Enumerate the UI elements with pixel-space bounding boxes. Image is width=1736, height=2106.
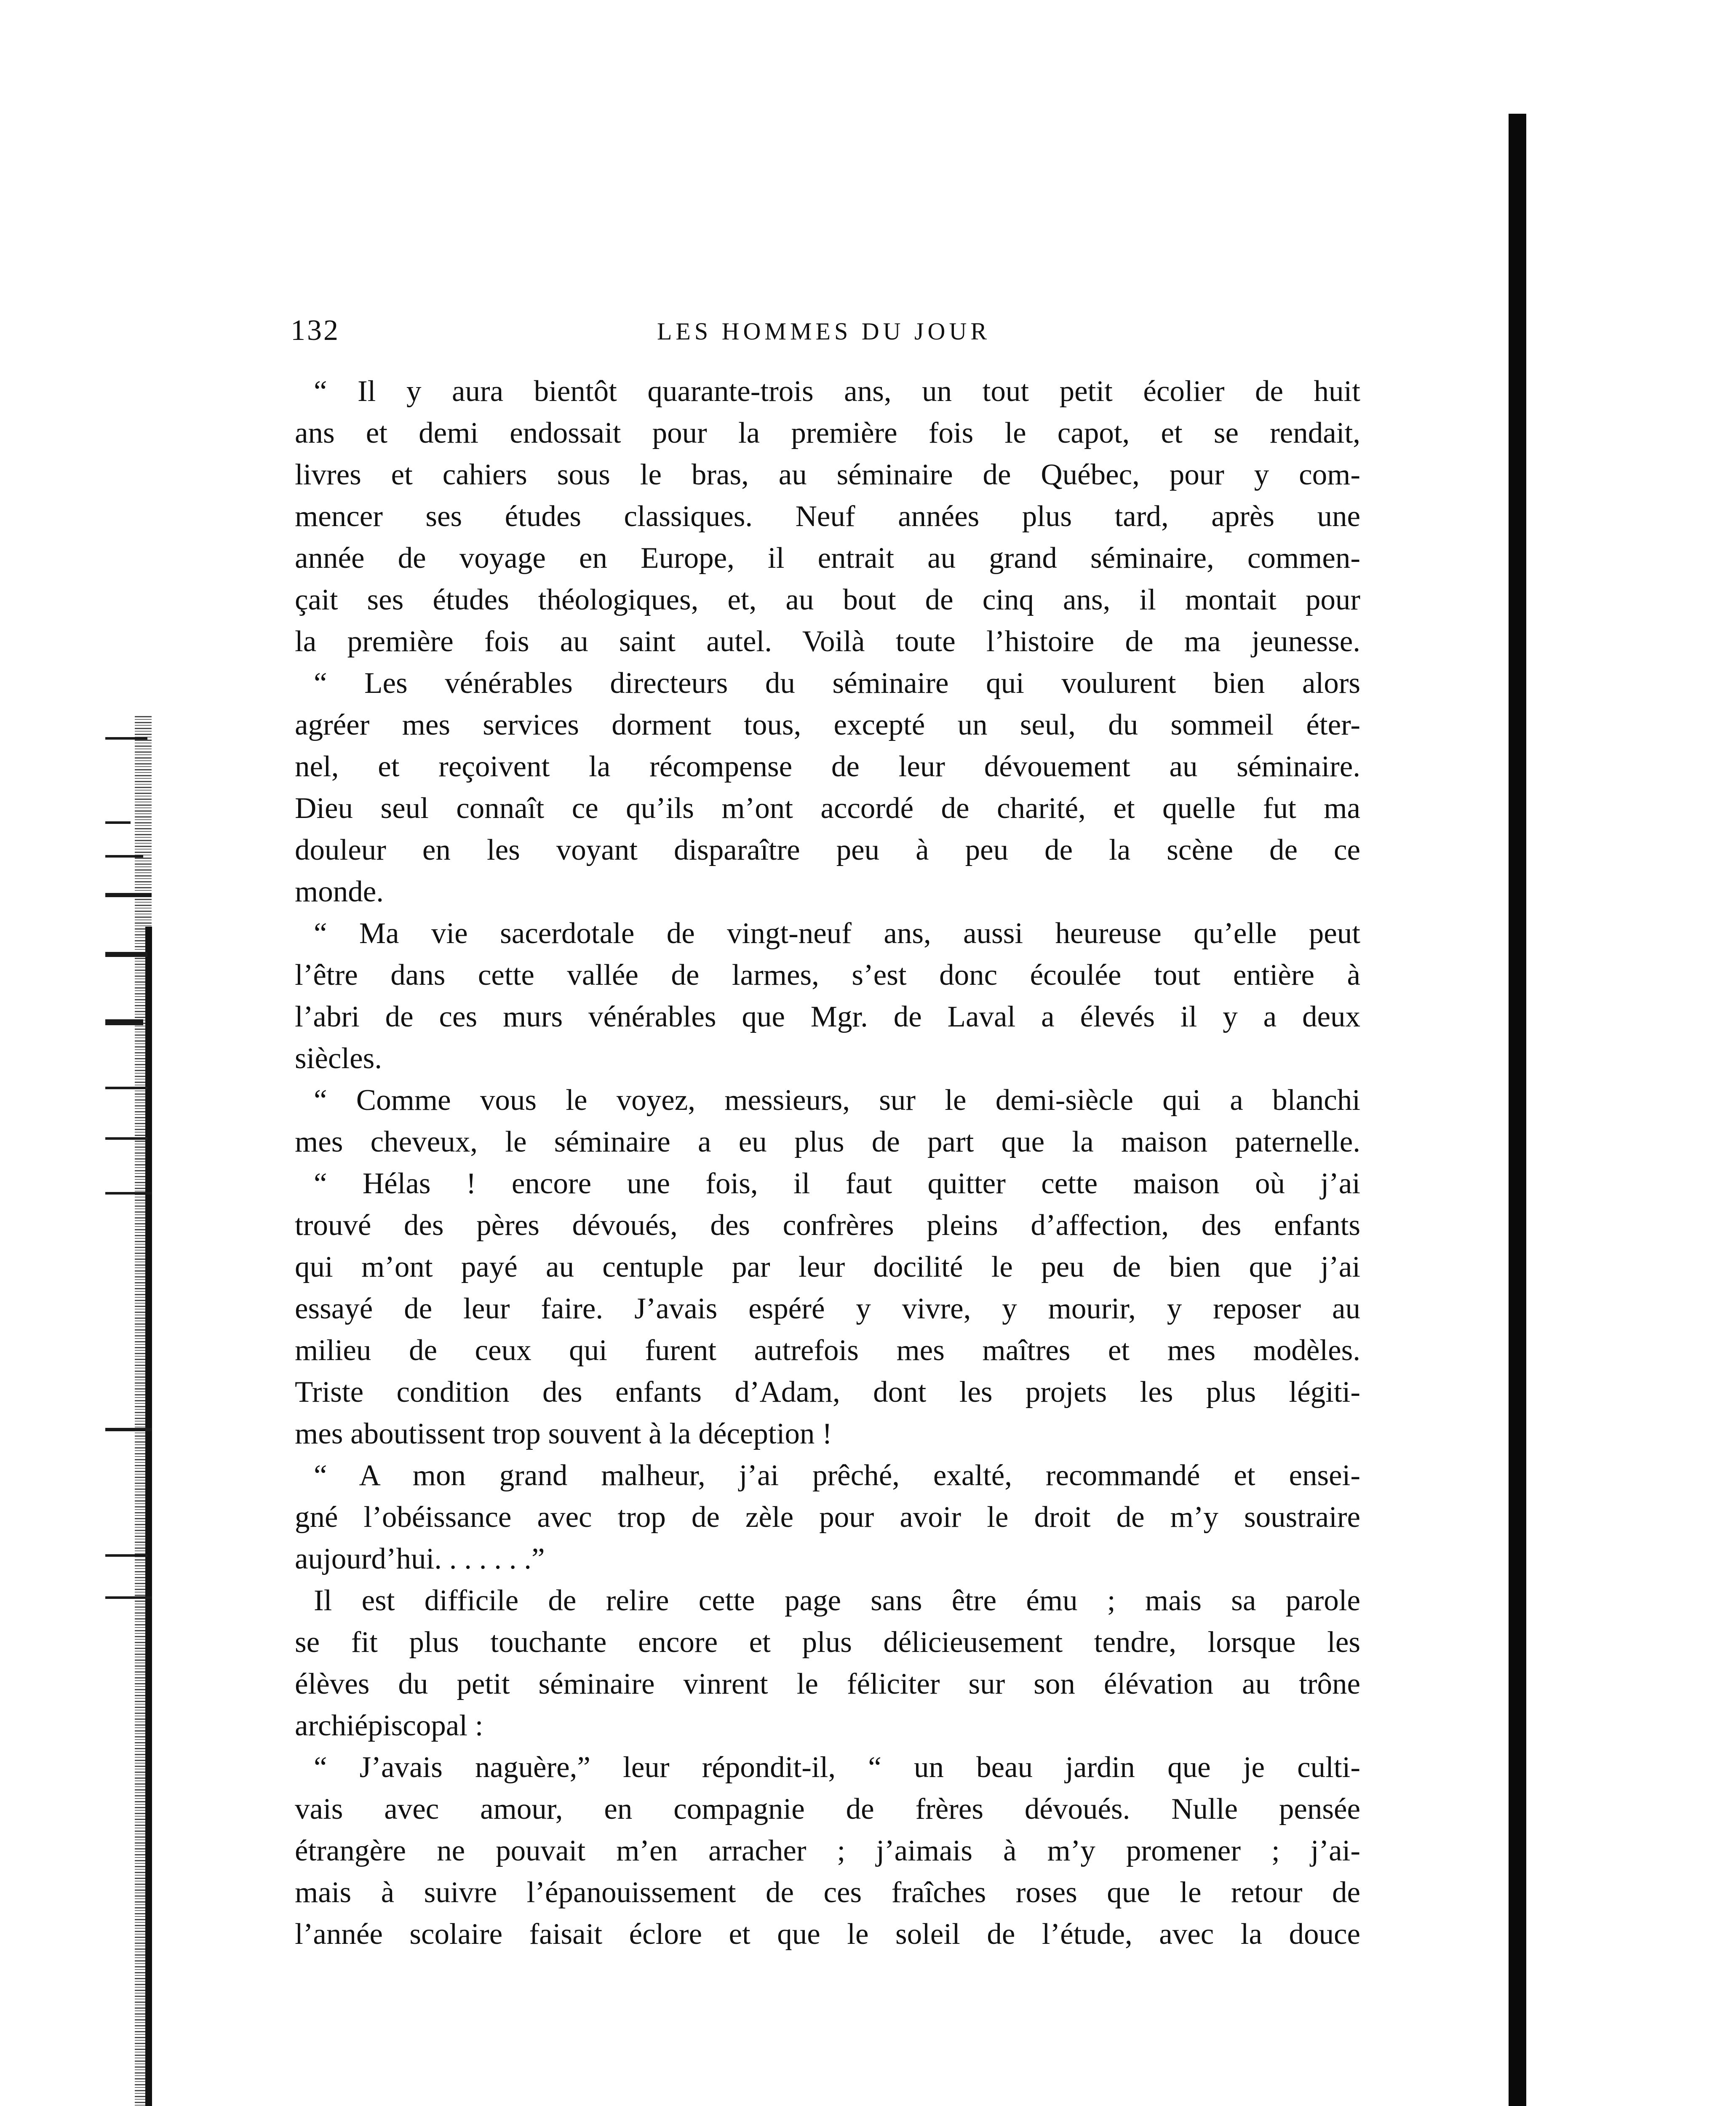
- text-line: qui m’ont payé au centuple par leur docilité le peu de bien que j’ai: [295, 1251, 1360, 1283]
- scan-binding-line: [145, 927, 152, 2106]
- text-line: archiépiscopal :: [295, 1709, 483, 1742]
- text-line: douleur en les voyant disparaître peu à peu de la scène de ce: [295, 834, 1360, 866]
- scan-tick: [105, 855, 143, 858]
- text-line: Triste condition des enfants d’Adam, dont les projets les plus légiti-: [295, 1376, 1360, 1408]
- text-line: la première fois au saint autel. Voilà toute l’histoire de ma jeunesse.: [295, 625, 1360, 658]
- text-line: “ J’avais naguère,” leur répondit-il, “ un beau jardin que je culti-: [314, 1751, 1360, 1784]
- text-line: aujourd’hui. . . . . . .”: [295, 1542, 545, 1575]
- text-line: “ A mon grand malheur, j’ai prêché, exalté, recommandé et ensei-: [314, 1459, 1360, 1492]
- scan-tick: [105, 952, 147, 957]
- text-line: “ Les vénérables directeurs du séminaire qui voulurent bien alors: [314, 667, 1360, 700]
- text-line: élèves du petit séminaire vinrent le féliciter sur son élévation au trône: [295, 1668, 1360, 1700]
- scan-tick: [105, 1137, 147, 1140]
- scan-tick: [105, 737, 147, 740]
- text-line: Dieu seul connaît ce qu’ils m’ont accordé de charité, et quelle fut ma: [295, 792, 1360, 825]
- scan-tick: [105, 1554, 147, 1557]
- text-line: Il est difficile de relire cette page sans être ému ; mais sa parole: [314, 1584, 1360, 1617]
- text-line: mes aboutissent trop souvent à la déception !: [295, 1417, 832, 1450]
- scan-edge-shadow: [1509, 114, 1526, 2106]
- text-line: étrangère ne pouvait m’en arracher ; j’aimais à m’y promener ; j’ai-: [295, 1834, 1360, 1867]
- scan-tick: [105, 893, 152, 897]
- text-line: trouvé des pères dévoués, des confrères pleins d’affection, des enfants: [295, 1209, 1360, 1242]
- text-line: mais à suivre l’épanouissement de ces fraîches roses que le retour de: [295, 1876, 1360, 1909]
- text-line: “ Il y aura bientôt quarante-trois ans, un tout petit écolier de huit: [314, 375, 1360, 408]
- text-line: “ Comme vous le voyez, messieurs, sur le demi-siècle qui a blanchi: [314, 1084, 1360, 1117]
- body-text: [295, 371, 1360, 1955]
- text-line: mencer ses études classiques. Neuf années plus tard, après une: [295, 500, 1360, 533]
- running-title: LES HOMMES DU JOUR: [657, 318, 991, 345]
- text-line: monde.: [295, 875, 384, 908]
- scan-tick: [105, 821, 131, 824]
- text-line: mes cheveux, le séminaire a eu plus de part que la maison paternelle.: [295, 1125, 1360, 1158]
- running-header: [291, 314, 1369, 360]
- text-line: “ Hélas ! encore une fois, il faut quitter cette maison où j’ai: [314, 1167, 1360, 1200]
- page-number: 132: [291, 314, 340, 347]
- scan-tick: [105, 1087, 147, 1089]
- scan-binding-noise: [105, 716, 152, 2106]
- text-line: agréer mes services dorment tous, excepté un seul, du sommeil éter-: [295, 708, 1360, 741]
- scan-tick: [105, 1428, 152, 1431]
- scan-tick: [105, 1596, 152, 1599]
- text-line: essayé de leur faire. J’avais espéré y vivre, y mourir, y reposer au: [295, 1292, 1360, 1325]
- scan-tick: [105, 1019, 143, 1025]
- text-line: gné l’obéissance avec trop de zèle pour avoir le droit de m’y soustraire: [295, 1501, 1360, 1534]
- text-line: siècles.: [295, 1042, 382, 1075]
- text-line: ans et demi endossait pour la première fois le capot, et se rendait,: [295, 417, 1360, 449]
- text-line: l’abri de ces murs vénérables que Mgr. de Laval a élevés il y a deux: [295, 1000, 1360, 1033]
- text-line: année de voyage en Europe, il entrait au grand séminaire, commen-: [295, 542, 1360, 575]
- text-line: l’être dans cette vallée de larmes, s’est donc écoulée tout entière à: [295, 959, 1360, 992]
- text-line: “ Ma vie sacerdotale de vingt-neuf ans, aussi heureuse qu’elle peut: [314, 917, 1360, 950]
- scan-tick: [105, 1192, 152, 1195]
- text-line: l’année scolaire faisait éclore et que le soleil de l’étude, avec la douce: [295, 1918, 1360, 1951]
- text-line: nel, et reçoivent la récompense de leur dévouement au séminaire.: [295, 750, 1360, 783]
- text-line: çait ses études théologiques, et, au bout de cinq ans, il montait pour: [295, 583, 1360, 616]
- text-line: se fit plus touchante encore et plus délicieusement tendre, lorsque les: [295, 1626, 1360, 1659]
- text-line: vais avec amour, en compagnie de frères dévoués. Nulle pensée: [295, 1793, 1360, 1825]
- text-line: milieu de ceux qui furent autrefois mes maîtres et mes modèles.: [295, 1334, 1360, 1367]
- text-line: livres et cahiers sous le bras, au séminaire de Québec, pour y com-: [295, 458, 1360, 491]
